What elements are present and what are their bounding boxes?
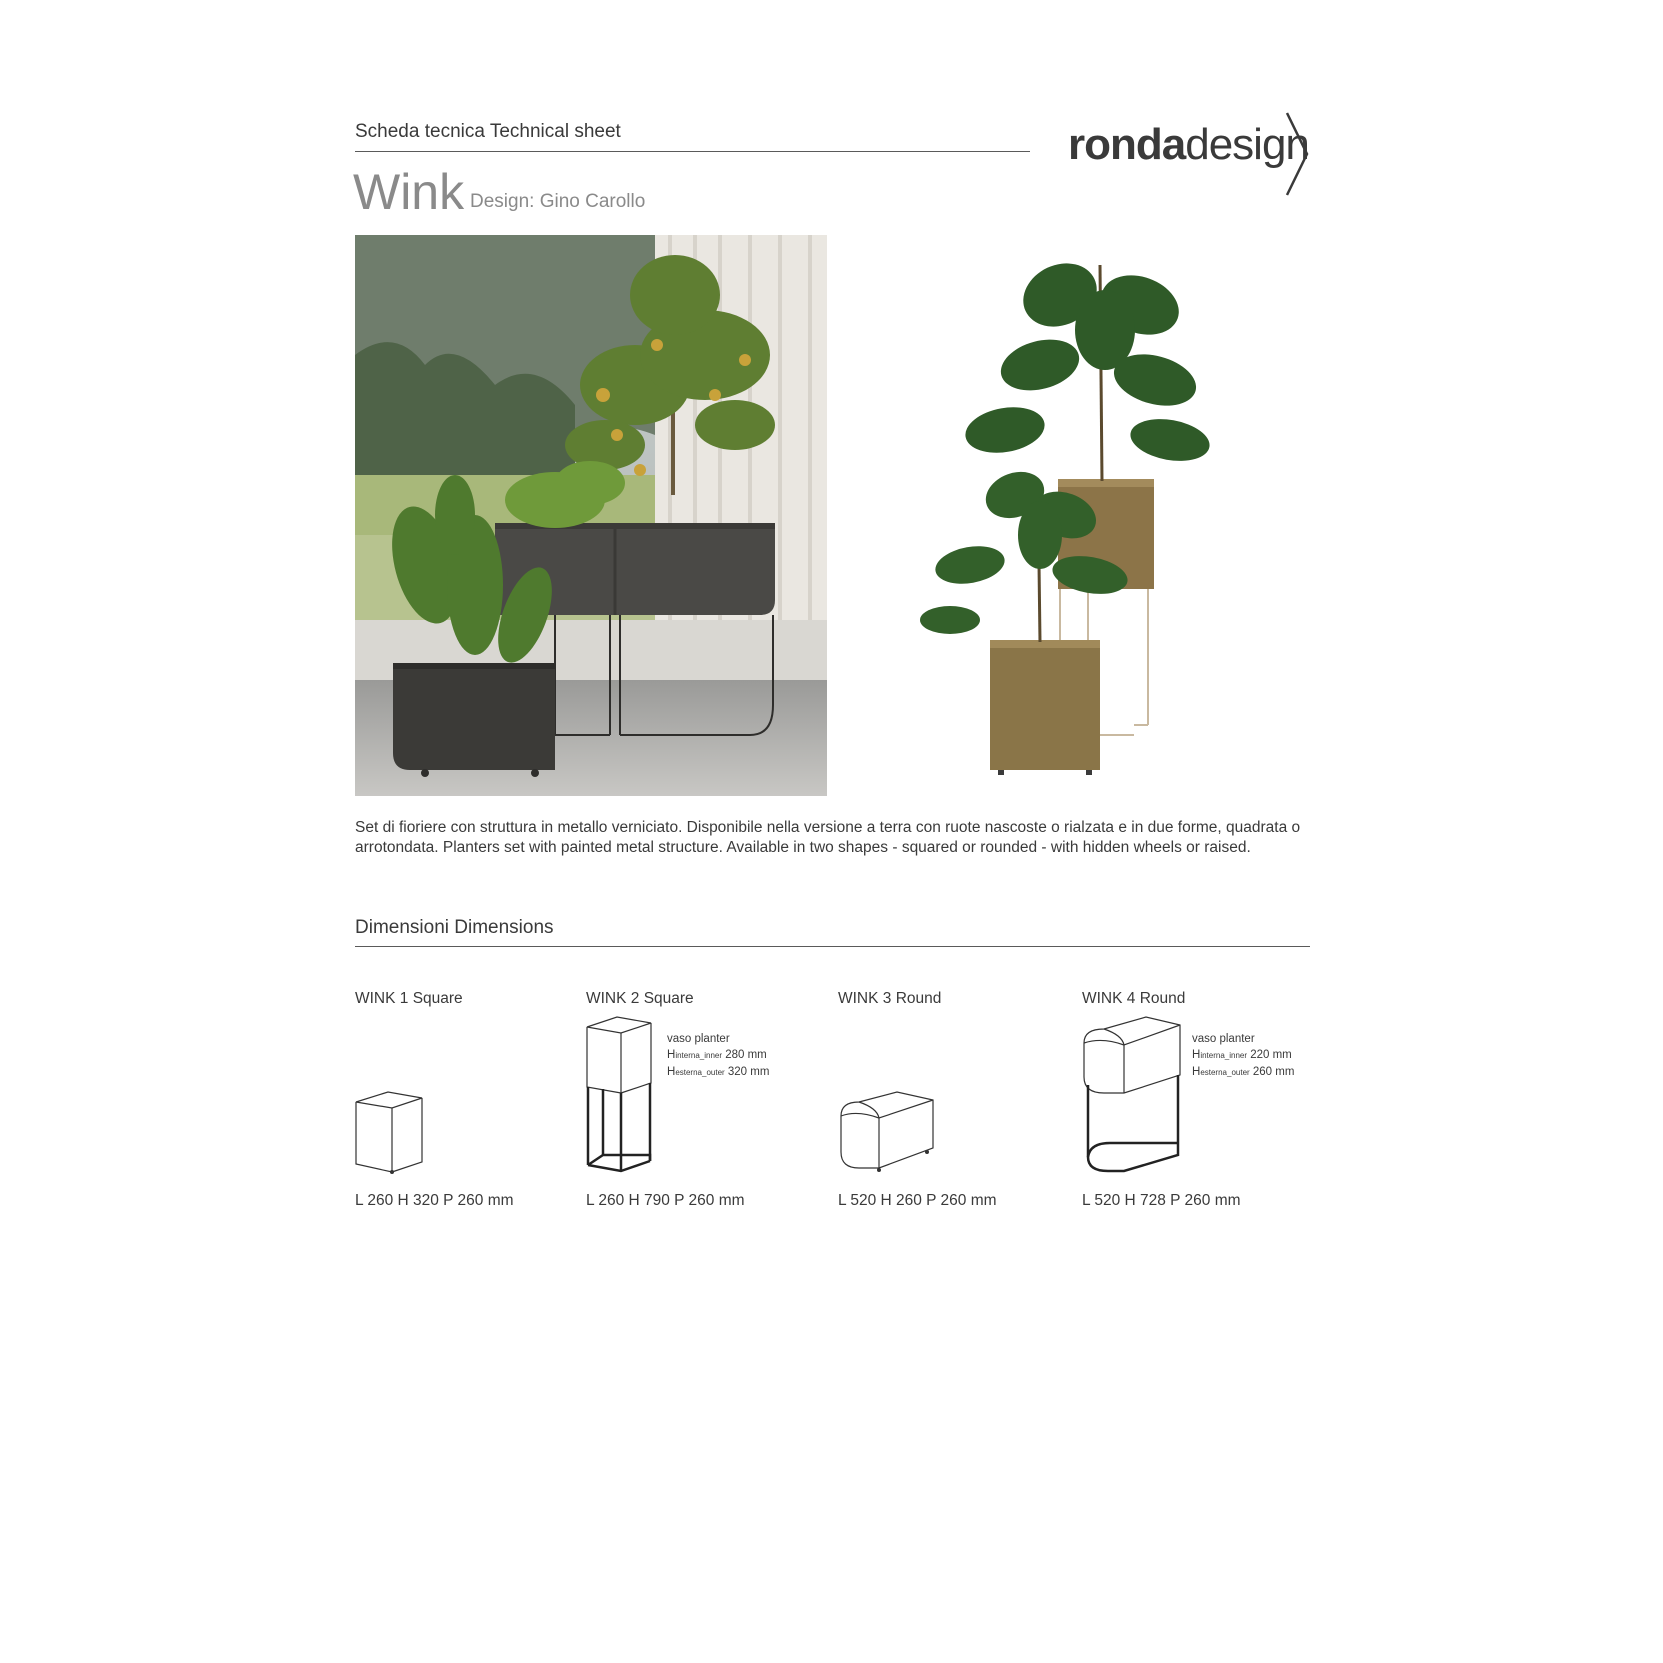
inner-label: interna_inner [675, 1051, 723, 1060]
planter-inner-height: Hinterna_inner 280 mm [667, 1049, 767, 1061]
planter-outer-height: Hesterna_outer 320 mm [667, 1066, 770, 1078]
brand-logo [1068, 120, 1309, 170]
outer-value: 320 mm [727, 1066, 770, 1078]
model-name: WINK 1 Square [355, 990, 463, 1007]
dimensions-heading: Dimensioni Dimensions [355, 917, 554, 938]
logo-chevron-icon [1283, 110, 1313, 198]
model-dimensions: L 520 H 728 P 260 mm [1082, 1192, 1241, 1209]
wink-2-square-drawing [585, 1015, 655, 1175]
product-description: Set di fioriere con struttura in metallo verniciato. Disponibile nella versione a terra con ruote nascoste o rialzata e in due forme, quadrata o arrotondata. Planters set with painted metal structure. Available in two shapes - squared or rounded - with hidden wheels or raised. [355, 819, 1301, 856]
inner-value: 280 mm [725, 1049, 767, 1061]
planter-note-title: vaso planter [667, 1033, 730, 1045]
product-title: Wink [353, 164, 465, 220]
model-name: WINK 4 Round [1082, 990, 1186, 1007]
logo-bold-text: ronda [1068, 120, 1186, 169]
inner-value: 220 mm [1250, 1049, 1292, 1061]
planter-note [1192, 1031, 1294, 1081]
model-dimensions: L 260 H 320 P 260 mm [355, 1192, 514, 1209]
model-dimensions: L 520 H 260 P 260 mm [838, 1192, 997, 1209]
model-name: WINK 3 Round [838, 990, 942, 1007]
lifestyle-photo [355, 235, 827, 796]
outer-value: 260 mm [1252, 1066, 1295, 1078]
wink-3-round-drawing [837, 1088, 937, 1174]
outer-label: esterna_outer [1200, 1068, 1250, 1077]
designer-credit: Design: Gino Carollo [470, 191, 646, 212]
product-photo [890, 235, 1310, 796]
wink-4-round-drawing [1080, 1015, 1184, 1175]
logo-light-text: design [1185, 120, 1309, 169]
header-divider [355, 151, 1030, 152]
planter-inner-height: Hinterna_inner 220 mm [1192, 1049, 1292, 1061]
outer-label: esterna_outer [675, 1068, 725, 1077]
planter-outer-height: Hesterna_outer 260 mm [1192, 1066, 1295, 1078]
model-name: WINK 2 Square [586, 990, 694, 1007]
model-dimensions: L 260 H 790 P 260 mm [586, 1192, 745, 1209]
sheet-label: Scheda tecnica Technical sheet [355, 121, 621, 142]
wink-1-square-drawing [354, 1088, 426, 1174]
dimensions-divider [355, 946, 1310, 947]
planter-note-title: vaso planter [1192, 1033, 1255, 1045]
planter-note [667, 1031, 769, 1081]
inner-label: interna_inner [1200, 1051, 1248, 1060]
